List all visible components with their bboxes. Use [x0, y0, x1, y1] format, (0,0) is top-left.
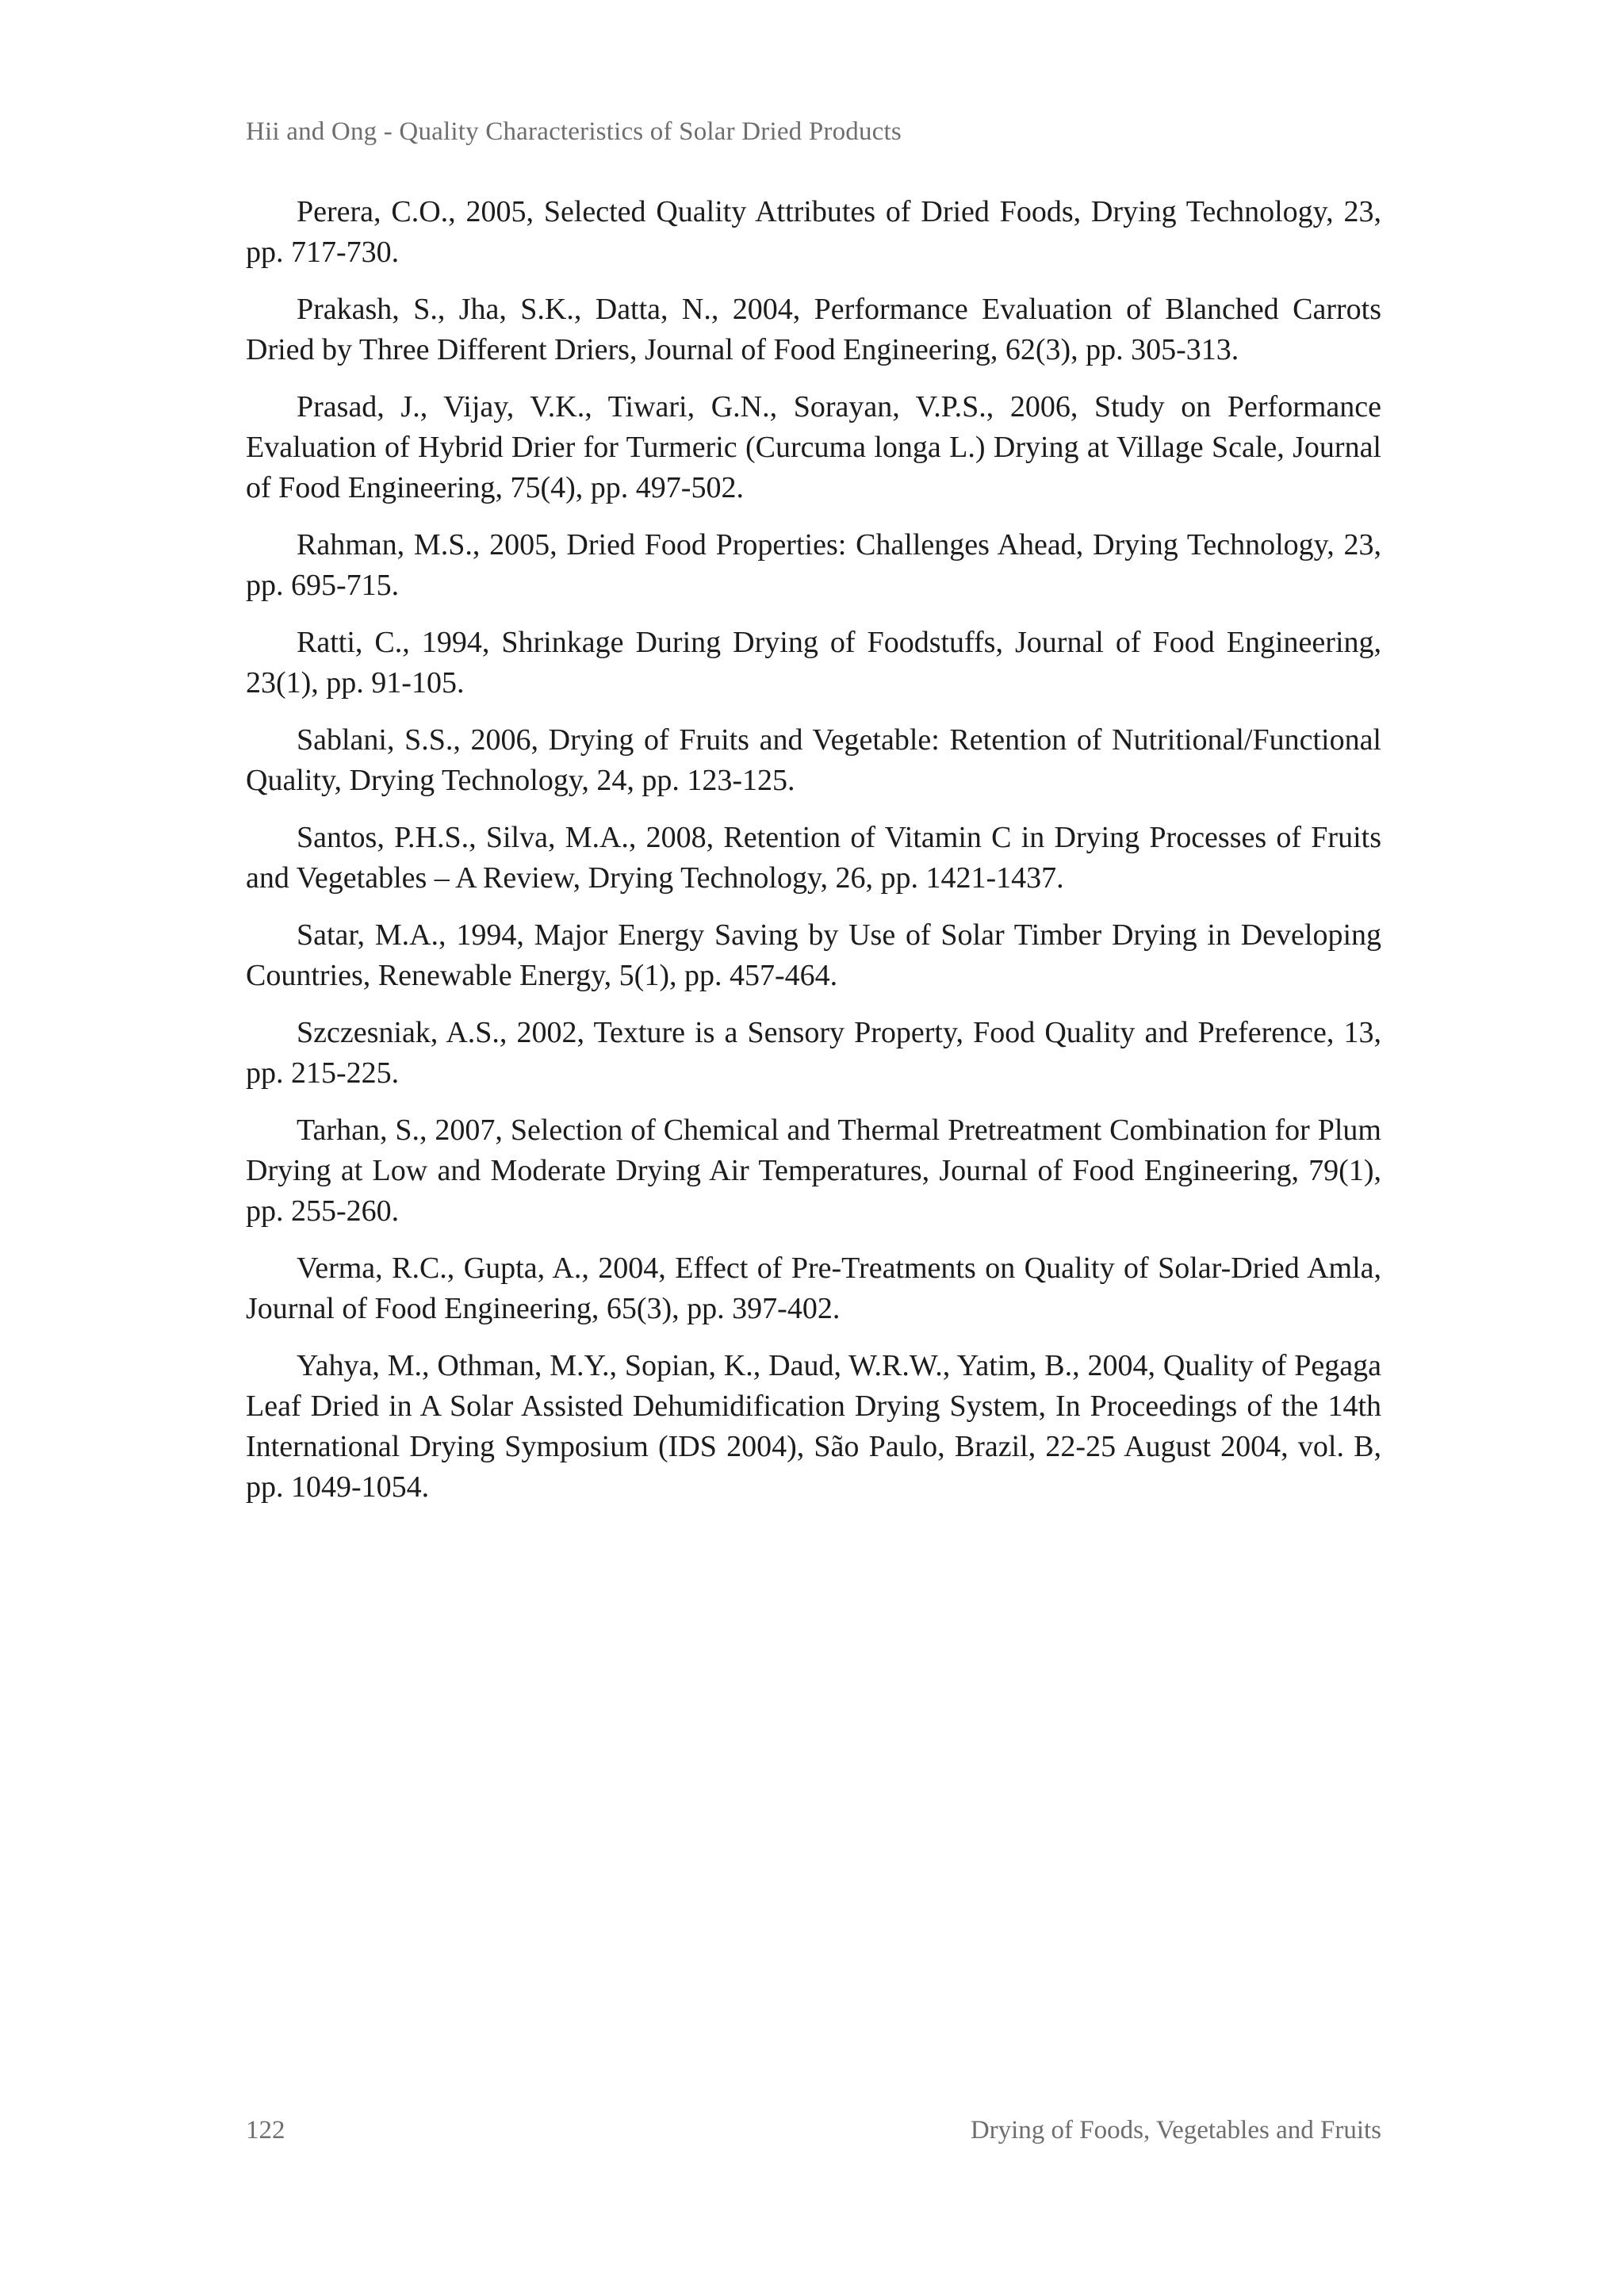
reference-entry: Perera, C.O., 2005, Selected Quality Attributes of Dried Foods, Drying Technology, 23, pp. 717-730.: [246, 195, 1381, 269]
reference-entry: Sablani, S.S., 2006, Drying of Fruits and Vegetable: Retention of Nutritional/Functional Quality, Drying Technology, 24, pp. 123-125.: [246, 723, 1381, 797]
reference-entry: Prakash, S., Jha, S.K., Datta, N., 2004, Performance Evaluation of Blanched Carrots Dried by Three Different Driers, Journal of Food Engineering, 62(3), pp. 305-313.: [246, 293, 1381, 366]
reference-list: [246, 192, 1381, 1524]
page-number: 122: [246, 2116, 285, 2145]
book-title-footer: Drying of Foods, Vegetables and Fruits: [970, 2116, 1381, 2145]
reference-entry: Yahya, M., Othman, M.Y., Sopian, K., Daud, W.R.W., Yatim, B., 2004, Quality of Pegaga Leaf Dried in A Solar Assisted Dehumidification Drying System, In Proceedings of the 14th International Drying Symposium (IDS 2004), São Paulo, Brazil, 22-25 August 2004, vol. B, pp. 1049-1054.: [246, 1349, 1381, 1504]
reference-entry: Ratti, C., 1994, Shrinkage During Drying of Foodstuffs, Journal of Food Engineering, 23(1), pp. 91-105.: [246, 626, 1381, 700]
reference-entry: Rahman, M.S., 2005, Dried Food Properties: Challenges Ahead, Drying Technology, 23, pp. 695-715.: [246, 528, 1381, 602]
reference-entry: Prasad, J., Vijay, V.K., Tiwari, G.N., Sorayan, V.P.S., 2006, Study on Performance Evaluation of Hybrid Drier for Turmeric (Curcuma longa L.) Drying at Village Scale, Journal of Food Engineering, 75(4), pp. 497-502.: [246, 390, 1381, 504]
reference-entry: Satar, M.A., 1994, Major Energy Saving by Use of Solar Timber Drying in Developing Countries, Renewable Energy, 5(1), pp. 457-464.: [246, 918, 1381, 992]
reference-entry: Verma, R.C., Gupta, A., 2004, Effect of Pre-Treatments on Quality of Solar-Dried Amla, Journal of Food Engineering, 65(3), pp. 397-402.: [246, 1251, 1381, 1325]
reference-entry: Szczesniak, A.S., 2002, Texture is a Sensory Property, Food Quality and Preference, 13, pp. 215-225.: [246, 1016, 1381, 1090]
running-header: Hii and Ong - Quality Characteristics of Solar Dried Products: [246, 117, 902, 146]
reference-entry: Tarhan, S., 2007, Selection of Chemical and Thermal Pretreatment Combination for Plum Drying at Low and Moderate Drying Air Temperatures, Journal of Food Engineering, 79(1), pp. 255-260.: [246, 1114, 1381, 1228]
reference-entry: Santos, P.H.S., Silva, M.A., 2008, Retention of Vitamin C in Drying Processes of Fruits and Vegetables – A Review, Drying Technology, 26, pp. 1421-1437.: [246, 821, 1381, 895]
